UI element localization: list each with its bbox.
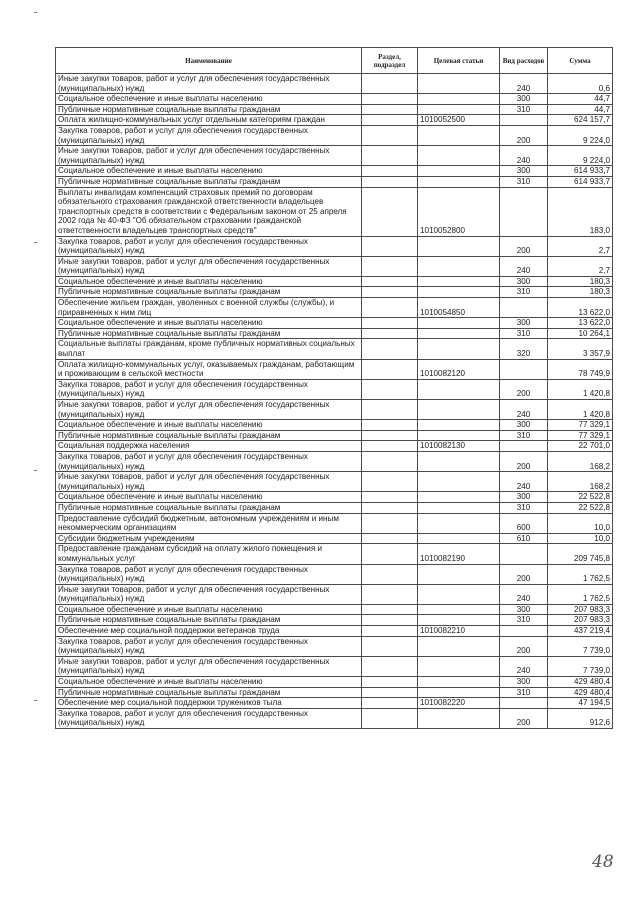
table-row (56, 287, 613, 298)
cell-type: 300 (500, 604, 548, 615)
cell-section (362, 104, 418, 115)
cell-type: 300 (500, 94, 548, 105)
cell-type: 310 (500, 687, 548, 698)
cell-name: Публичные нормативные социальные выплаты гражданам (56, 104, 362, 115)
cell-name: Предоставление гражданам субсидий на оплату жилого помещения и коммунальных услуг (56, 544, 362, 564)
table-row (56, 420, 613, 431)
cell-name: Социальное обеспечение и иные выплаты населению (56, 276, 362, 287)
cell-sum: 207 983,3 (548, 615, 613, 626)
cell-sum: 429 480,4 (548, 687, 613, 698)
cell-name: Закупка товаров, работ и услуг для обеспечения государственных (муниципальных) нужд (56, 125, 362, 145)
cell-sum: 47 194,5 (548, 698, 613, 709)
cell-section (362, 533, 418, 544)
table-row (56, 176, 613, 187)
cell-sum: 22 701,0 (548, 441, 613, 452)
cell-type: 240 (500, 256, 548, 276)
cell-name: Иные закупки товаров, работ и услуг для обеспечения государственных (муниципальных) нужд (56, 146, 362, 166)
scan-mark (34, 700, 37, 701)
table-row (56, 339, 613, 359)
cell-sum: 3 357,9 (548, 339, 613, 359)
cell-type: 310 (500, 176, 548, 187)
cell-sum: 437 219,4 (548, 626, 613, 637)
table-row (56, 298, 613, 318)
cell-type: 300 (500, 318, 548, 329)
cell-sum: 44,7 (548, 104, 613, 115)
cell-target (418, 513, 500, 533)
cell-sum: 183,0 (548, 187, 613, 236)
cell-sum: 77 329,1 (548, 430, 613, 441)
cell-name: Закупка товаров, работ и услуг для обеспечения государственных (муниципальных) нужд (56, 564, 362, 584)
cell-target (418, 339, 500, 359)
cell-sum: 7 739,0 (548, 656, 613, 676)
cell-name: Публичные нормативные социальные выплаты гражданам (56, 502, 362, 513)
table-row (56, 94, 613, 105)
table-row (56, 104, 613, 115)
cell-section (362, 74, 418, 94)
cell-sum: 180,3 (548, 276, 613, 287)
table-row (56, 615, 613, 626)
table-body (56, 74, 613, 729)
cell-name: Закупка товаров, работ и услуг для обеспечения государственных (муниципальных) нужд (56, 379, 362, 399)
cell-section (362, 584, 418, 604)
cell-sum: 1 420,8 (548, 379, 613, 399)
table-row (56, 584, 613, 604)
cell-section (362, 451, 418, 471)
cell-target (418, 564, 500, 584)
cell-section (362, 492, 418, 503)
cell-name: Иные закупки товаров, работ и услуг для обеспечения государственных (муниципальных) нужд (56, 74, 362, 94)
cell-sum: 168,2 (548, 451, 613, 471)
cell-name: Социальное обеспечение и иные выплаты населению (56, 677, 362, 688)
cell-target (418, 125, 500, 145)
cell-target (418, 472, 500, 492)
cell-type: 310 (500, 502, 548, 513)
table-row (56, 472, 613, 492)
cell-sum: 9 224,0 (548, 125, 613, 145)
page-number: 48 (592, 852, 614, 872)
table-row (56, 146, 613, 166)
cell-type (500, 187, 548, 236)
cell-target (418, 276, 500, 287)
cell-section (362, 656, 418, 676)
scan-mark (34, 470, 37, 471)
cell-target (418, 256, 500, 276)
cell-name: Иные закупки товаров, работ и услуг для обеспечения государственных (муниципальных) нужд (56, 256, 362, 276)
table-row (56, 604, 613, 615)
cell-type: 240 (500, 400, 548, 420)
cell-section (362, 359, 418, 379)
cell-target (418, 615, 500, 626)
cell-type: 310 (500, 615, 548, 626)
cell-target (418, 74, 500, 94)
cell-type: 200 (500, 636, 548, 656)
table-row (56, 379, 613, 399)
cell-section (362, 615, 418, 626)
cell-type: 300 (500, 420, 548, 431)
cell-target (418, 533, 500, 544)
table-row (56, 677, 613, 688)
cell-type (500, 544, 548, 564)
cell-type: 320 (500, 339, 548, 359)
cell-section (362, 318, 418, 329)
cell-type: 600 (500, 513, 548, 533)
cell-section (362, 176, 418, 187)
cell-name: Обеспечение жильем граждан, уволенных с военной службы (службы), и приравненных к ним лиц (56, 298, 362, 318)
table-row (56, 276, 613, 287)
cell-section (362, 687, 418, 698)
cell-name: Субсидии бюджетным учреждениям (56, 533, 362, 544)
cell-section (362, 472, 418, 492)
table-row (56, 656, 613, 676)
cell-type (500, 626, 548, 637)
cell-target (418, 166, 500, 177)
table-row (56, 698, 613, 709)
table-header-row (56, 48, 613, 74)
cell-target (418, 708, 500, 728)
cell-target (418, 400, 500, 420)
cell-type (500, 298, 548, 318)
cell-section (362, 328, 418, 339)
table-row (56, 502, 613, 513)
cell-section (362, 513, 418, 533)
cell-target (418, 328, 500, 339)
cell-section (362, 564, 418, 584)
cell-name: Социальное обеспечение и иные выплаты населению (56, 492, 362, 503)
cell-target (418, 687, 500, 698)
cell-name: Публичные нормативные социальные выплаты гражданам (56, 430, 362, 441)
cell-sum: 2,7 (548, 256, 613, 276)
cell-sum: 207 983,3 (548, 604, 613, 615)
cell-name: Выплаты инвалидам компенсаций страховых премий по договорам обязательного страхования гражданской ответственности владельцев транспортных средств в соответствии с Федеральным законом от 25 апреля 2002 года № 40-ФЗ "Об обязательном страховании гражданской ответственности владельцев транспортных средств" (56, 187, 362, 236)
cell-sum: 180,3 (548, 287, 613, 298)
cell-section (362, 236, 418, 256)
cell-section (362, 698, 418, 709)
cell-type: 200 (500, 125, 548, 145)
table-row (56, 125, 613, 145)
cell-sum: 77 329,1 (548, 420, 613, 431)
cell-sum: 22 522,8 (548, 502, 613, 513)
cell-target: 1010082190 (418, 544, 500, 564)
cell-section (362, 187, 418, 236)
cell-type: 310 (500, 328, 548, 339)
table-row (56, 441, 613, 452)
cell-target (418, 430, 500, 441)
cell-type: 240 (500, 74, 548, 94)
cell-type: 200 (500, 708, 548, 728)
cell-name: Закупка товаров, работ и услуг для обеспечения государственных (муниципальных) нужд (56, 451, 362, 471)
cell-name: Предоставление субсидий бюджетным, автономным учреждениям и иным некоммерческим организациям (56, 513, 362, 533)
cell-sum: 614 933,7 (548, 166, 613, 177)
cell-name: Публичные нормативные социальные выплаты гражданам (56, 176, 362, 187)
cell-target: 1010052800 (418, 187, 500, 236)
cell-target (418, 492, 500, 503)
cell-sum: 13 622,0 (548, 318, 613, 329)
cell-sum: 44,7 (548, 94, 613, 105)
cell-name: Социальное обеспечение и иные выплаты населению (56, 318, 362, 329)
cell-target (418, 656, 500, 676)
cell-name: Публичные нормативные социальные выплаты гражданам (56, 328, 362, 339)
table-row (56, 492, 613, 503)
cell-section (362, 146, 418, 166)
table-row (56, 187, 613, 236)
cell-name: Социальное обеспечение и иные выплаты населению (56, 604, 362, 615)
cell-name: Иные закупки товаров, работ и услуг для обеспечения государственных (муниципальных) нужд (56, 584, 362, 604)
table-row (56, 236, 613, 256)
table-row (56, 328, 613, 339)
budget-table (55, 47, 613, 729)
cell-type: 300 (500, 276, 548, 287)
cell-name: Социальное обеспечение и иные выплаты населению (56, 166, 362, 177)
cell-target (418, 636, 500, 656)
cell-section (362, 430, 418, 441)
cell-sum: 22 522,8 (548, 492, 613, 503)
cell-sum: 209 745,8 (548, 544, 613, 564)
cell-sum: 1 420,8 (548, 400, 613, 420)
cell-type: 310 (500, 287, 548, 298)
cell-name: Оплата жилищно-коммунальных услуг отдельным категориям граждан (56, 115, 362, 126)
cell-type: 300 (500, 677, 548, 688)
cell-sum: 614 933,7 (548, 176, 613, 187)
cell-section (362, 94, 418, 105)
cell-name: Публичные нормативные социальные выплаты гражданам (56, 287, 362, 298)
cell-target: 1010082130 (418, 441, 500, 452)
table-row (56, 400, 613, 420)
header-section: Раздел, подраздел (362, 48, 418, 74)
table-row (56, 513, 613, 533)
cell-sum: 10 264,1 (548, 328, 613, 339)
cell-section (362, 276, 418, 287)
cell-section (362, 125, 418, 145)
cell-type: 200 (500, 564, 548, 584)
cell-sum: 10,0 (548, 533, 613, 544)
cell-type: 240 (500, 146, 548, 166)
header-type: Вид расходов (500, 48, 548, 74)
cell-name: Закупка товаров, работ и услуг для обеспечения государственных (муниципальных) нужд (56, 236, 362, 256)
cell-section (362, 502, 418, 513)
cell-sum: 78 749,9 (548, 359, 613, 379)
cell-target (418, 584, 500, 604)
table-row (56, 533, 613, 544)
cell-type: 240 (500, 656, 548, 676)
cell-type: 240 (500, 584, 548, 604)
cell-name: Публичные нормативные социальные выплаты гражданам (56, 687, 362, 698)
cell-sum: 0,6 (548, 74, 613, 94)
header-target: Целевая статьи (418, 48, 500, 74)
table-row (56, 256, 613, 276)
cell-name: Социальные выплаты гражданам, кроме публичных нормативных социальных выплат (56, 339, 362, 359)
cell-sum: 9 224,0 (548, 146, 613, 166)
cell-sum: 10,0 (548, 513, 613, 533)
scan-mark (34, 242, 37, 243)
cell-type (500, 115, 548, 126)
cell-name: Иные закупки товаров, работ и услуг для обеспечения государственных (муниципальных) нужд (56, 656, 362, 676)
cell-sum: 624 157,7 (548, 115, 613, 126)
cell-target (418, 176, 500, 187)
table-row (56, 636, 613, 656)
table-row (56, 166, 613, 177)
cell-sum: 912,6 (548, 708, 613, 728)
table-row (56, 564, 613, 584)
cell-section (362, 256, 418, 276)
cell-section (362, 677, 418, 688)
cell-section (362, 636, 418, 656)
cell-sum: 429 480,4 (548, 677, 613, 688)
cell-section (362, 400, 418, 420)
table-row (56, 115, 613, 126)
table-row (56, 430, 613, 441)
cell-name: Социальная поддержка населения (56, 441, 362, 452)
cell-target (418, 104, 500, 115)
cell-type: 200 (500, 379, 548, 399)
cell-section (362, 604, 418, 615)
cell-section (362, 379, 418, 399)
cell-target (418, 318, 500, 329)
table-row (56, 451, 613, 471)
cell-target (418, 287, 500, 298)
cell-section (362, 441, 418, 452)
cell-name: Закупка товаров, работ и услуг для обеспечения государственных (муниципальных) нужд (56, 636, 362, 656)
cell-name: Оплата жилищно-коммунальных услуг, оказываемых гражданам, работающим и проживающим в сельской местности (56, 359, 362, 379)
table-row (56, 318, 613, 329)
cell-type: 240 (500, 472, 548, 492)
cell-name: Иные закупки товаров, работ и услуг для обеспечения государственных (муниципальных) нужд (56, 400, 362, 420)
cell-target (418, 379, 500, 399)
cell-name: Социальное обеспечение и иные выплаты населению (56, 94, 362, 105)
cell-type: 300 (500, 492, 548, 503)
cell-section (362, 420, 418, 431)
cell-section (362, 708, 418, 728)
header-name: Наименование (56, 48, 362, 74)
cell-target: 1010082210 (418, 626, 500, 637)
table-row (56, 359, 613, 379)
cell-name: Социальное обеспечение и иные выплаты населению (56, 420, 362, 431)
cell-section (362, 115, 418, 126)
cell-name: Обеспечение мер социальной поддержки ветеранов труда (56, 626, 362, 637)
table-row (56, 74, 613, 94)
cell-name: Закупка товаров, работ и услуг для обеспечения государственных (муниципальных) нужд (56, 708, 362, 728)
cell-sum: 13 622,0 (548, 298, 613, 318)
table-row (56, 708, 613, 728)
cell-target (418, 604, 500, 615)
cell-sum: 1 762,5 (548, 584, 613, 604)
cell-type: 200 (500, 236, 548, 256)
cell-section (362, 339, 418, 359)
cell-name: Иные закупки товаров, работ и услуг для обеспечения государственных (муниципальных) нужд (56, 472, 362, 492)
cell-target (418, 677, 500, 688)
cell-section (362, 626, 418, 637)
cell-target (418, 94, 500, 105)
cell-type (500, 698, 548, 709)
cell-section (362, 544, 418, 564)
cell-type (500, 441, 548, 452)
cell-type: 310 (500, 104, 548, 115)
cell-type (500, 359, 548, 379)
cell-target (418, 236, 500, 256)
cell-target: 1010082120 (418, 359, 500, 379)
cell-type: 610 (500, 533, 548, 544)
table-row (56, 544, 613, 564)
cell-target: 1010082220 (418, 698, 500, 709)
cell-target: 1010054850 (418, 298, 500, 318)
table-row (56, 626, 613, 637)
cell-sum: 2,7 (548, 236, 613, 256)
cell-name: Обеспечение мер социальной поддержки тружеников тыла (56, 698, 362, 709)
cell-section (362, 298, 418, 318)
cell-target (418, 451, 500, 471)
scan-mark (34, 12, 37, 13)
cell-target (418, 502, 500, 513)
cell-target: 1010052500 (418, 115, 500, 126)
cell-target (418, 420, 500, 431)
cell-section (362, 166, 418, 177)
cell-type: 310 (500, 430, 548, 441)
table-row (56, 687, 613, 698)
cell-name: Публичные нормативные социальные выплаты гражданам (56, 615, 362, 626)
cell-sum: 1 762,5 (548, 564, 613, 584)
cell-type: 300 (500, 166, 548, 177)
cell-sum: 7 739,0 (548, 636, 613, 656)
header-sum: Сумма (548, 48, 613, 74)
cell-target (418, 146, 500, 166)
cell-sum: 168,2 (548, 472, 613, 492)
cell-section (362, 287, 418, 298)
cell-type: 200 (500, 451, 548, 471)
